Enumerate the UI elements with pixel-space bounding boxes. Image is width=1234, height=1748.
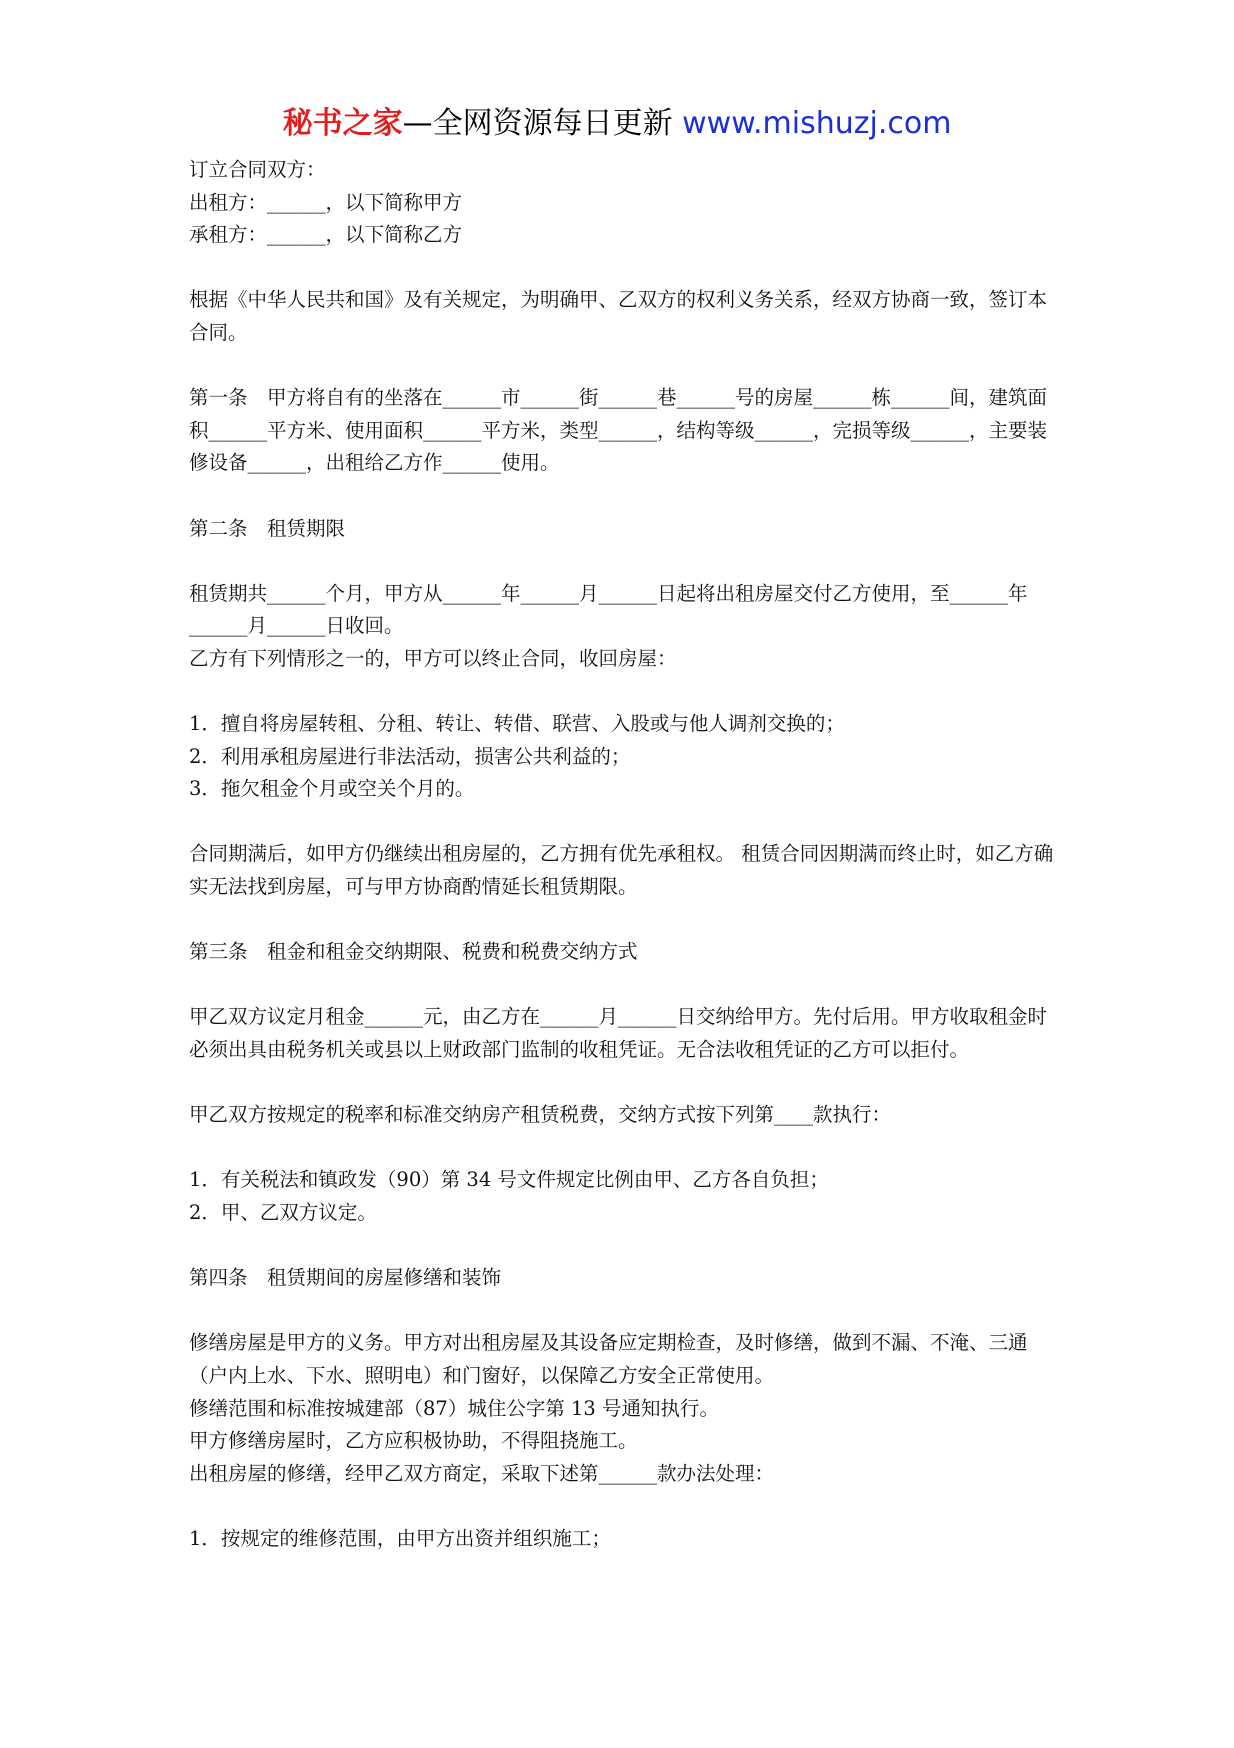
parties-title: 订立合同双方： bbox=[189, 158, 326, 181]
preamble-paragraph: 根据《中华人民共和国》及有关规定，为明确甲、乙双方的权利义务关系，经双方协商一致，签订本合同。 bbox=[189, 288, 1048, 344]
repair-cooperation-line: 甲方修缮房屋时，乙方应积极协助，不得阻挠施工。 bbox=[189, 1429, 638, 1453]
spacer bbox=[189, 252, 1054, 285]
spacer bbox=[189, 1490, 1054, 1523]
spacer bbox=[189, 1067, 1054, 1100]
repair-method-intro: 出租房屋的修缮，经甲乙双方商定，采取下述第______款办法处理： bbox=[189, 1461, 775, 1485]
spacer bbox=[189, 904, 1054, 937]
termination-intro: 乙方有下列情形之一的，甲方可以终止合同，收回房屋： bbox=[189, 646, 677, 670]
spacer bbox=[189, 1132, 1054, 1165]
lessor-line: 出租方：______，以下简称甲方 bbox=[189, 190, 463, 214]
spacer bbox=[189, 676, 1054, 709]
tax-intro: 甲乙双方按规定的税率和标准交纳房产租赁税费，交纳方式按下列第____款执行： bbox=[189, 1103, 892, 1127]
spacer bbox=[189, 545, 1054, 578]
header-tagline: —全网资源每日更新 bbox=[402, 106, 683, 141]
list-item: 1．有关税法和镇政发（90）第 34 号文件规定比例由甲、乙方各自负担； bbox=[189, 1168, 829, 1192]
spacer bbox=[189, 350, 1054, 383]
renewal-paragraph: 合同期满后，如甲方仍继续出租房屋的，乙方拥有优先承租权。 租赁合同因期满而终止时，如乙方确实无法找到房屋，可与甲方协商酌情延长租赁期限。 bbox=[189, 842, 1054, 899]
spacer bbox=[189, 480, 1054, 513]
site-url-link[interactable]: www.mishuzj.com bbox=[682, 106, 952, 141]
list-item: 3．拖欠租金个月或空关个月的。 bbox=[189, 777, 475, 801]
article-1-paragraph: 第一条 甲方将自有的坐落在______市______街______巷______号的房屋______栋______间，建筑面积______平方米、使用面积______平方米，类型______，结构等级______，完损等级______，主要装修设备______，出租给乙方作______使用。 bbox=[189, 386, 1048, 475]
site-header bbox=[0, 100, 1234, 148]
lease-term-paragraph: 租赁期共______个月，甲方从______年______月______日起将出租房屋交付乙方使用，至______年______月______日收回。 bbox=[189, 581, 1028, 638]
spacer bbox=[189, 969, 1054, 1002]
contract-body bbox=[189, 154, 1054, 1556]
brand-name: 秘书之家 bbox=[282, 106, 403, 141]
article-3-heading: 第三条 租金和租金交纳期限、税费和税费交纳方式 bbox=[189, 940, 638, 964]
spacer bbox=[189, 1230, 1054, 1263]
repair-duty-paragraph: 修缮房屋是甲方的义务。甲方对出租房屋及其设备应定期检查，及时修缮，做到不漏、不淹、三通（户内上水、下水、照明电）和门窗好，以保障乙方安全正常使用。 bbox=[189, 1331, 1028, 1387]
list-item: 1．擅自将房屋转租、分租、转让、转借、联营、入股或与他人调剂交换的； bbox=[189, 712, 845, 736]
article-4-heading: 第四条 租赁期间的房屋修缮和装饰 bbox=[189, 1266, 502, 1290]
article-2-heading: 第二条 租赁期限 bbox=[189, 516, 346, 540]
spacer bbox=[189, 806, 1054, 839]
list-item: 1．按规定的维修范围，由甲方出资并组织施工； bbox=[189, 1526, 611, 1550]
list-item: 2．利用承租房屋进行非法活动，损害公共利益的； bbox=[189, 744, 631, 768]
repair-scope-line: 修缮范围和标准按城建部（87）城住公字第 13 号通知执行。 bbox=[189, 1396, 720, 1420]
lessee-line: 承租方：______，以下简称乙方 bbox=[189, 223, 463, 247]
spacer bbox=[189, 1295, 1054, 1328]
rent-paragraph: 甲乙双方议定月租金______元，由乙方在______月______日交纳给甲方。先付后用。甲方收取租金时必须出具由税务机关或县以上财政部门监制的收租凭证。无合法收租凭证的乙方可以拒付。 bbox=[189, 1005, 1048, 1062]
list-item: 2．甲、乙双方议定。 bbox=[189, 1201, 377, 1224]
